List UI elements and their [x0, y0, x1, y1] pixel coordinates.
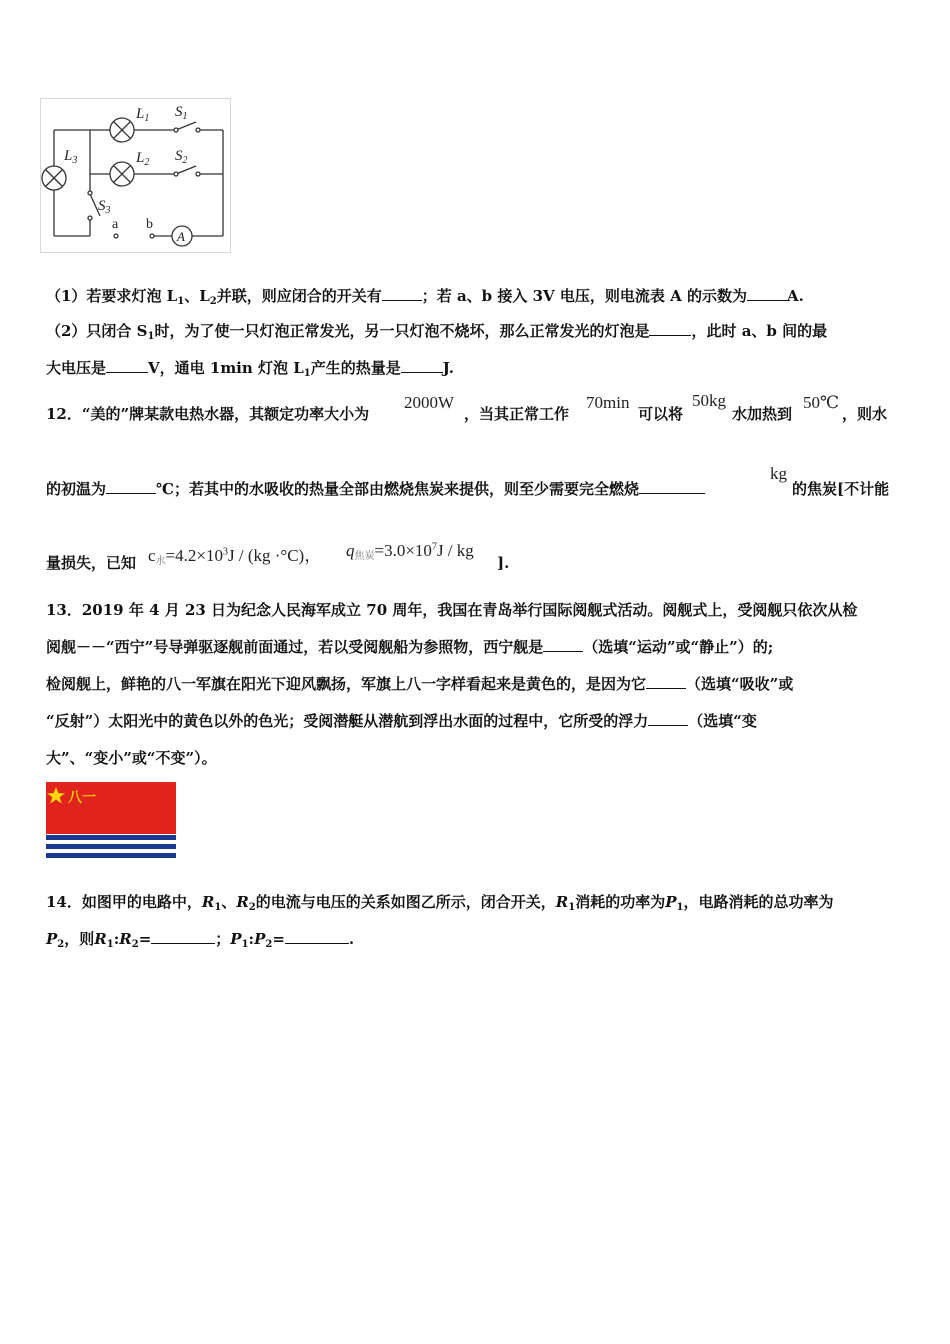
label-ammeter: A — [177, 229, 185, 244]
flag-blue-stripe — [46, 835, 176, 840]
answer-blank — [646, 674, 686, 689]
answer-blank — [648, 711, 688, 726]
answer-blank — [382, 286, 422, 301]
flag-blue-stripe — [46, 853, 176, 858]
answer-blank — [747, 286, 787, 301]
circuit-svg — [40, 98, 232, 254]
q12-line3-b: ]. — [497, 554, 510, 572]
label-l1: $L_1$ — [136, 106, 150, 124]
q11-line3: 大电压是 V，通电 1min 灯泡 $L_1$产生的热量是 J. — [46, 359, 454, 379]
answer-blank — [285, 929, 349, 944]
label-s2: $S_2$ — [175, 148, 188, 166]
terminal-b — [150, 234, 154, 238]
q12-kg: kg — [770, 464, 787, 483]
switch-s3-contact — [88, 191, 92, 195]
label-b: b — [146, 217, 153, 232]
q14-line2: $P_2$，则$R_1:R_2=$ ；$P_1:P_2=$ . — [46, 930, 355, 950]
switch-s2-blade — [176, 166, 196, 174]
q12-formula-q: $q_{焦炭}=3.0\times 10^7J$ / kg — [346, 541, 474, 562]
q11-line1: （1）若要求灯泡 $L_1$、$L_2$并联，则应闭合的开关有 ；若 a、b 接入 3V 电压，则电流表 A 的示数为 A. — [46, 287, 804, 307]
label-l3: $L_3$ — [64, 148, 78, 166]
flag-text: 八一 — [68, 790, 96, 806]
terminal-a — [114, 234, 118, 238]
label-s3: $S_3$ — [98, 198, 111, 216]
q12-line1-a: 12．“美的”牌某款电热水器，其额定功率大小为 — [46, 405, 370, 423]
answer-blank — [106, 479, 156, 494]
lamp-l1-icon — [110, 118, 134, 142]
q13-line3: 检阅舰上，鲜艳的八一军旗在阳光下迎风飘扬，军旗上八一字样看起来是黄色的，是因为它 （选填“吸收”或 — [46, 675, 794, 693]
q12-formula-c: $c_水=4.2\times 10^3J / (kg \cdot^\circ C)$， — [148, 546, 322, 567]
lamp-l2-icon — [110, 162, 134, 186]
q12-power: 2000W — [404, 393, 455, 412]
answer-blank — [401, 358, 443, 373]
q12-mass: 50kg — [692, 391, 726, 410]
q12-line2: 的初温为 ℃；若其中的水吸收的热量全部由燃烧焦炭来提供，则至少需要完全燃烧 — [46, 479, 705, 499]
navy-flag — [46, 782, 176, 862]
q13-line2: 阅舰－－“西宁”号导弹驱逐舰前面通过，若以受阅舰船为参照物，西宁舰是 （选填“运动”或“静止”）的; — [46, 638, 774, 656]
q12-line1-b: ，当其正常工作 — [464, 405, 570, 423]
answer-blank — [106, 358, 148, 373]
label-l2: $L_2$ — [136, 150, 150, 168]
answer-blank — [151, 929, 215, 944]
flag-blue-stripe — [46, 844, 176, 849]
q13-line1: 13．2019 年 4 月 23 日为纪念人民海军成立 70 周年，我国在青岛举行国际阅舰式活动。阅舰式上，受阅舰只依次从检 — [46, 601, 858, 619]
flag-svg — [46, 782, 176, 862]
label-a: a — [112, 217, 119, 232]
q12-line1-d: 水加热到 — [732, 405, 793, 423]
q13-line5: 大”、“变小”或“不变”）。 — [46, 749, 217, 767]
answer-blank — [649, 321, 691, 336]
label-s1: $S_1$ — [175, 104, 188, 122]
q12-line2-c: 的焦炭[不计能 — [792, 480, 890, 498]
lamp-l3-icon — [42, 166, 66, 190]
flag-red-field — [46, 782, 176, 834]
q12-time: 70min — [586, 393, 630, 412]
q12-line3-a: 量损失，已知 — [46, 554, 137, 572]
q12-temp: 50℃ — [803, 393, 840, 412]
q12-line1-e: ，则水 — [842, 405, 888, 423]
q13-line4: “反射”）太阳光中的黄色以外的色光；受阅潜艇从潜航到浮出水面的过程中，它所受的浮力 （选填“变 — [46, 712, 757, 730]
answer-blank — [543, 637, 583, 652]
switch-s2-contact — [174, 172, 178, 176]
circuit-diagram — [40, 98, 232, 254]
switch-s1-contact — [174, 128, 178, 132]
q12-line1-c: 可以将 — [638, 405, 684, 423]
q14-line1: 14．如图甲的电路中，$R_1$、$R_2$的电流与电压的关系如图乙所示，闭合开关，$R_1$消耗的功率为$P_1$，电路消耗的总功率为 — [46, 893, 834, 913]
switch-s1-blade — [176, 122, 196, 130]
q11-line2: （2）只闭合 $S_1$时，为了使一只灯泡正常发光，另一只灯泡不烧坏，那么正常发光的灯泡是 ，此时 a、b 间的最 — [46, 322, 828, 342]
answer-blank — [639, 479, 705, 494]
